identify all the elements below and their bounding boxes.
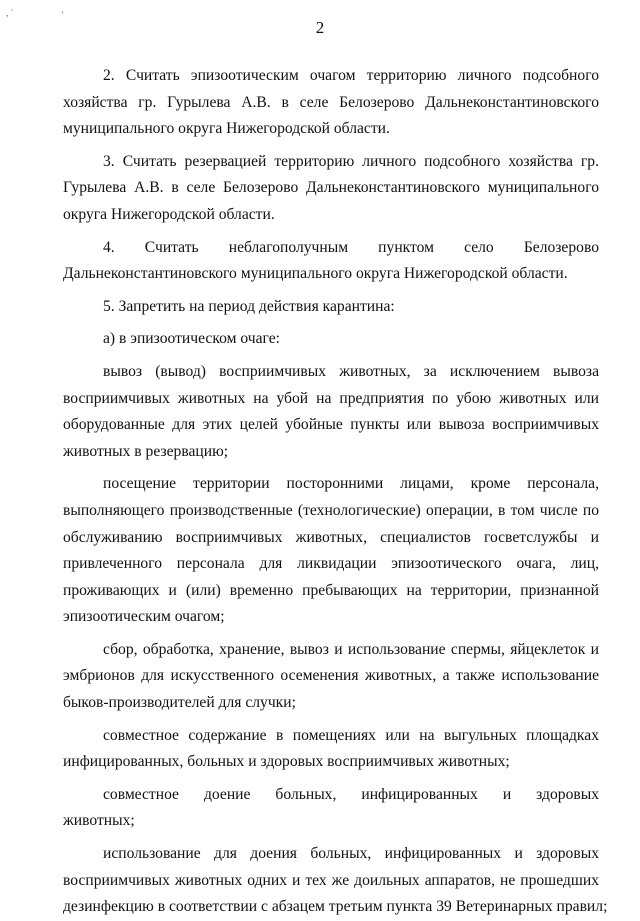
paragraph [63, 471, 599, 631]
text-line: животных; [63, 812, 135, 830]
text-line: проживающих и (или) временно пребывающих на территории, признанной [63, 581, 599, 599]
paragraph [63, 782, 599, 835]
page-number: 2 [315, 18, 325, 37]
text-line: инфицированных, больных и здоровых восприимчивых животных; [63, 753, 510, 771]
paragraph [63, 63, 599, 143]
text-line: а) в эпизоотическом очаге: [103, 330, 280, 348]
text-line: выполняющего производственные (технологические) операции, в том числе по [63, 501, 599, 519]
text-line: животных в резервацию; [63, 442, 229, 460]
text-line: хозяйства гр. Гурылева А.В. в селе Белозерово Дальнеконстантиновского [63, 93, 599, 111]
paragraph [63, 326, 599, 353]
text-line: обслуживанию восприимчивых животных, специалистов госветслужбы и [63, 528, 599, 546]
paragraph [63, 637, 599, 717]
text-line: 2. Считать эпизоотическим очагом территорию личного подсобного [103, 67, 599, 84]
text-line: дезинфекцию в соответствии с абзацем третьим пункта 39 Ветеринарных правил; [63, 898, 608, 916]
text-line: посещение территории посторонними лицами, кроме персонала, [103, 475, 599, 493]
text-line: привлеченного персонала для ликвидации эпизоотического очага, лиц, [63, 555, 599, 573]
paragraph [63, 723, 599, 776]
text-line: совместное содержание в помещениях или на выгульных площадках [103, 726, 599, 744]
paragraph [63, 149, 599, 229]
document-body [63, 63, 608, 921]
text-line: округа Нижегородской области. [63, 205, 275, 223]
text-line: 3. Считать резервацией территорию личного подсобного хозяйства гр. [103, 152, 599, 170]
text-line: муниципального округа Нижегородской области. [63, 120, 390, 138]
text-line: использование для доения больных, инфицированных и здоровых [103, 845, 599, 863]
text-line: быков-производителей для случки; [63, 694, 296, 712]
text-line: оборудованные для этих целей убойные пункты или вывоза восприимчивых [63, 416, 599, 434]
text-line: сбор, обработка, хранение, вывоз и использование спермы, яйцеклеток и [103, 640, 599, 658]
text-line: вывоз (вывод) восприимчивых животных, за исключением вывоза [103, 362, 599, 380]
text-line: 5. Запретить на период действия карантина: [103, 297, 395, 315]
text-line: совместное доение больных, инфицированных и здоровых [103, 785, 599, 803]
paragraph [63, 359, 599, 465]
scan-artifact: ' [62, 10, 64, 20]
text-line: 4. Считать неблагополучным пунктом село Белозерово [103, 238, 599, 256]
paragraph [63, 294, 599, 321]
text-line: восприимчивых животных на убой на предприятия по убою животных или [63, 389, 599, 407]
text-line: Гурылева А.В. в селе Белозерово Дальнеконстантиновского муниципального [63, 179, 599, 197]
text-line: эмбрионов для искусственного осеменения животных, а также использование [63, 667, 599, 685]
paragraph [63, 235, 599, 288]
text-line: эпизоотическим очагом; [63, 608, 225, 626]
text-line: Дальнеконстантиновского муниципального округа Нижегородской области. [63, 265, 568, 283]
text-line: восприимчивых животных одних и тех же доильных аппаратов, не прошедших [63, 871, 599, 889]
paragraph [63, 841, 608, 921]
scan-artifact: , ` [6, 8, 14, 18]
